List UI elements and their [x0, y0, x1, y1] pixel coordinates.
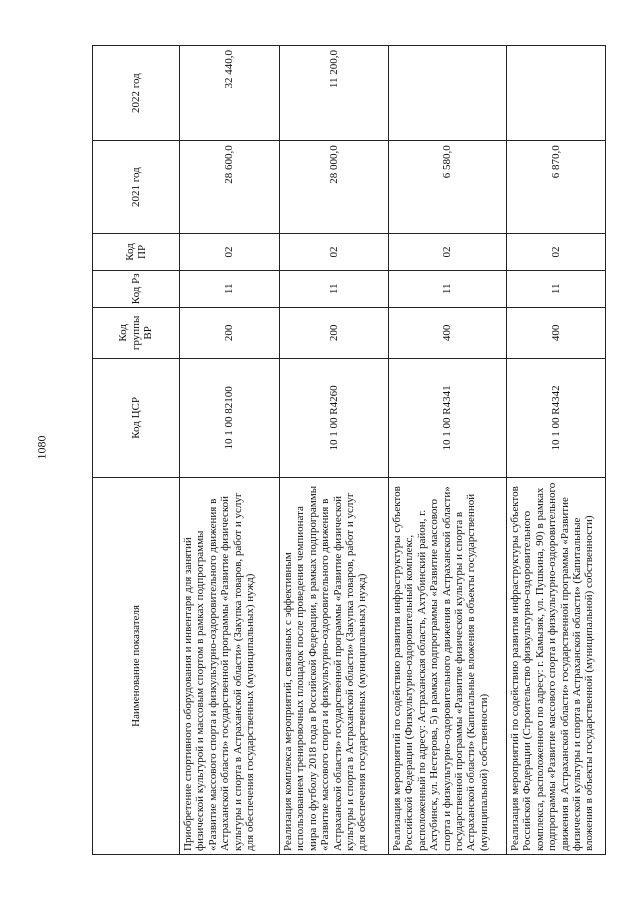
- budget-table: [92, 45, 606, 855]
- header-2022: 2022 год: [93, 46, 180, 141]
- rotated-table-area: [92, 45, 605, 855]
- header-pr: Код ПР: [93, 234, 180, 271]
- row-2022: 32 440,0: [180, 46, 280, 141]
- table-row: [507, 46, 606, 855]
- page-number: 1080: [34, 435, 49, 460]
- row-2022: [507, 46, 606, 141]
- table-header-row: [93, 46, 180, 855]
- table-row: [389, 46, 507, 855]
- row-name: Реализация комплекса мероприятий, связанных с эффективным использованием тренировочных площадок после проведения чемпионата мира по футболу 2018 года в Российской Федерации, в рамках подпрограммы «Развитие массового спорта и физкультурно-оздоровительного движения в Астраханской области» государственной программы «Развитие физической культуры и спорта в Астраханской области» (Закупка товаров, работ и услуг для обеспечения государственных (муниципальных) нужд): [280, 477, 389, 854]
- row-2021: 6 870,0: [507, 141, 606, 234]
- row-pr: 02: [507, 234, 606, 271]
- row-vr: 400: [507, 307, 606, 358]
- row-pr: 02: [280, 234, 389, 271]
- row-2021: 28 000,0: [280, 141, 389, 234]
- header-csr: Код ЦСР: [93, 358, 180, 477]
- row-vr: 400: [389, 307, 507, 358]
- header-2021: 2021 год: [93, 141, 180, 234]
- table-rotation-wrapper: [92, 45, 605, 855]
- header-rz: Код Рз: [93, 270, 180, 307]
- row-rz: 11: [507, 270, 606, 307]
- row-2021: 6 580,0: [389, 141, 507, 234]
- row-name: Реализация мероприятий по содействию развития инфраструктуры субъектов Российской Федерации (Строительство физкультурно-оздоровительного комплекса, расположенного по адресу: г. Камызяк, ул. Пушкина, 90) в рамках подпрограммы «Развитие массового спорта и физкультурно-оздоровительного движения в Астраханской области» государственной программы «Развитие физической культуры и спорта в Астраханской области» (Капитальные вложения в объекты государственной (муниципальной) собственности): [507, 477, 606, 854]
- row-csr: 10 1 00 R4341: [389, 358, 507, 477]
- row-2022: 11 200,0: [280, 46, 389, 141]
- row-pr: 02: [389, 234, 507, 271]
- row-rz: 11: [280, 270, 389, 307]
- row-name: Реализация мероприятий по содействию развития инфраструктуры субъектов Российской Федерации (Физкультурно-оздоровительный комплекс, расположенный по адресу: Астраханская область, Ахтубинский район, г. Ахтубинск, ул. Нестерова, 5) в рамках подпрограммы «Развитие массового спорта и физкультурно-оздоровительного движения в Астраханской области» государственной программы «Развитие физической культуры и спорта в Астраханской области» (Капитальные вложения в объекты государственной (муниципальной) собственности): [389, 477, 507, 854]
- table-row: [180, 46, 280, 855]
- row-name: Приобретение спортивного оборудования и инвентаря для занятий физической культурой и массовым спортом в рамках подпрограммы «Развитие массового спорта и физкультурно-оздоровительного движения в Астраханской области» государственной программы «Развитие физической культуры и спорта в Астраханской области» (Закупка товаров, работ и услуг для обеспечения государственных (муниципальных) нужд): [180, 477, 280, 854]
- header-vr: Код группы ВР: [93, 307, 180, 358]
- row-rz: 11: [389, 270, 507, 307]
- row-csr: 10 1 00 R4260: [280, 358, 389, 477]
- table-row: [280, 46, 389, 855]
- row-csr: 10 1 00 R4342: [507, 358, 606, 477]
- row-rz: 11: [180, 270, 280, 307]
- row-vr: 200: [180, 307, 280, 358]
- row-csr: 10 1 00 82100: [180, 358, 280, 477]
- header-name: Наименование показателя: [93, 477, 180, 854]
- row-vr: 200: [280, 307, 389, 358]
- row-2022: [389, 46, 507, 141]
- row-pr: 02: [180, 234, 280, 271]
- row-2021: 28 600,0: [180, 141, 280, 234]
